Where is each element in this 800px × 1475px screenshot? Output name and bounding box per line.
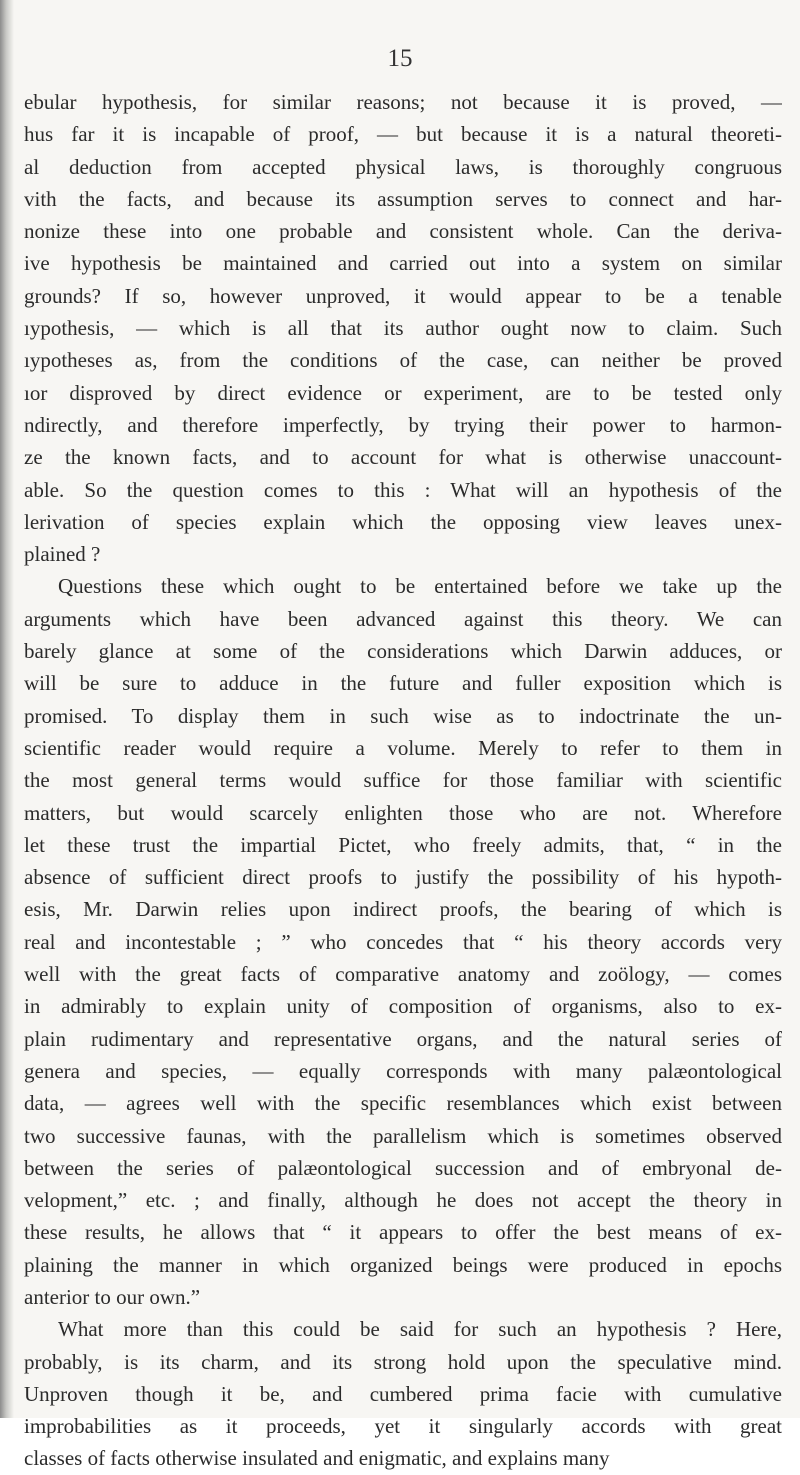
text-line: plain rudimentary and representative organs, and the natural series of bbox=[24, 1026, 782, 1051]
text-line: the most general terms would suffice for those familiar with scientific bbox=[24, 768, 782, 793]
text-line: hus far it is incapable of proof, — but because it is a natural theoreti- bbox=[24, 122, 782, 147]
text-line: will be sure to adduce in the future and fuller exposition which is bbox=[24, 671, 782, 696]
text-line: well with the great facts of comparative anatomy and zoölogy, — comes bbox=[24, 962, 782, 987]
text-line: ive hypothesis be maintained and carried out into a system on similar bbox=[24, 251, 782, 276]
text-line: plaining the manner in which organized beings were produced in epochs bbox=[24, 1252, 782, 1277]
text-line: ndirectly, and therefore imperfectly, by trying their power to harmon- bbox=[24, 412, 782, 437]
text-line: ıypothesis, — which is all that its author ought now to claim. Such bbox=[24, 316, 782, 341]
text-line: let these trust the impartial Pictet, who freely admits, that, “ in the bbox=[24, 832, 782, 857]
body-text bbox=[24, 86, 782, 1475]
text-line: scientific reader would require a volume. Merely to refer to them in bbox=[24, 735, 782, 760]
text-line: promised. To display them in such wise as to indoctrinate the un- bbox=[24, 703, 782, 728]
text-line: vith the facts, and because its assumption serves to connect and har- bbox=[24, 186, 782, 211]
text-line: data, — agrees well with the specific resemblances which exist between bbox=[24, 1091, 782, 1116]
text-line: able. So the question comes to this : What will an hypothesis of the bbox=[24, 477, 782, 502]
text-line: velopment,” etc. ; and finally, although he does not accept the theory in bbox=[24, 1188, 782, 1213]
text-line: ıypotheses as, from the conditions of the case, can neither be proved bbox=[24, 348, 782, 373]
text-line: What more than this could be said for such an hypothesis ? Here, bbox=[58, 1317, 782, 1342]
text-line: absence of sufficient direct proofs to justify the possibility of his hypoth- bbox=[24, 865, 782, 890]
text-line: barely glance at some of the considerations which Darwin adduces, or bbox=[24, 639, 782, 664]
text-line: plained ? bbox=[24, 542, 101, 567]
text-line: in admirably to explain unity of composition of organisms, also to ex- bbox=[24, 994, 782, 1019]
text-line: anterior to our own.” bbox=[24, 1284, 201, 1309]
text-line: ze the known facts, and to account for what is otherwise unaccount- bbox=[24, 445, 782, 470]
text-line: grounds? If so, however unproved, it would appear to be a tenable bbox=[24, 283, 782, 308]
text-line: genera and species, — equally corresponds with many palæontological bbox=[24, 1058, 782, 1083]
paragraph-1 bbox=[24, 86, 782, 570]
page-number: 15 bbox=[387, 45, 413, 72]
text-line: classes of facts otherwise insulated and enigmatic, and explains many bbox=[24, 1446, 610, 1471]
text-line: lerivation of species explain which the opposing view leaves unex- bbox=[24, 509, 782, 534]
text-line: nonize these into one probable and consistent whole. Can the deriva- bbox=[24, 219, 782, 244]
text-line: arguments which have been advanced against this theory. We can bbox=[24, 606, 782, 631]
text-line: esis, Mr. Darwin relies upon indirect proofs, the bearing of which is bbox=[24, 897, 782, 922]
text-line: Unproven though it be, and cumbered prima facie with cumulative bbox=[24, 1381, 782, 1406]
text-line: al deduction from accepted physical laws, is thoroughly congruous bbox=[24, 154, 782, 179]
text-line: real and incontestable ; ” who concedes that “ his theory accords very bbox=[24, 929, 782, 954]
paragraph-3 bbox=[24, 1313, 782, 1474]
text-line: between the series of palæontological succession and of embryonal de- bbox=[24, 1155, 782, 1180]
text-line: probably, is its charm, and its strong hold upon the speculative mind. bbox=[24, 1349, 782, 1374]
binding-gutter-shadow bbox=[0, 0, 14, 1418]
paragraph-2 bbox=[24, 570, 782, 1313]
text-line: ebular hypothesis, for similar reasons; not because it is proved, — bbox=[24, 90, 782, 114]
text-line: these results, he allows that “ it appears to offer the best means of ex- bbox=[24, 1220, 782, 1245]
text-line: matters, but would scarcely enlighten those who are not. Wherefore bbox=[24, 800, 782, 825]
text-line: ıor disproved by direct evidence or experiment, are to be tested only bbox=[24, 380, 782, 405]
text-line: Questions these which ought to be entertained before we take up the bbox=[58, 574, 782, 599]
text-line: improbabilities as it proceeds, yet it singularly accords with great bbox=[24, 1414, 782, 1439]
text-line: two successive faunas, with the parallelism which is sometimes observed bbox=[24, 1123, 782, 1148]
